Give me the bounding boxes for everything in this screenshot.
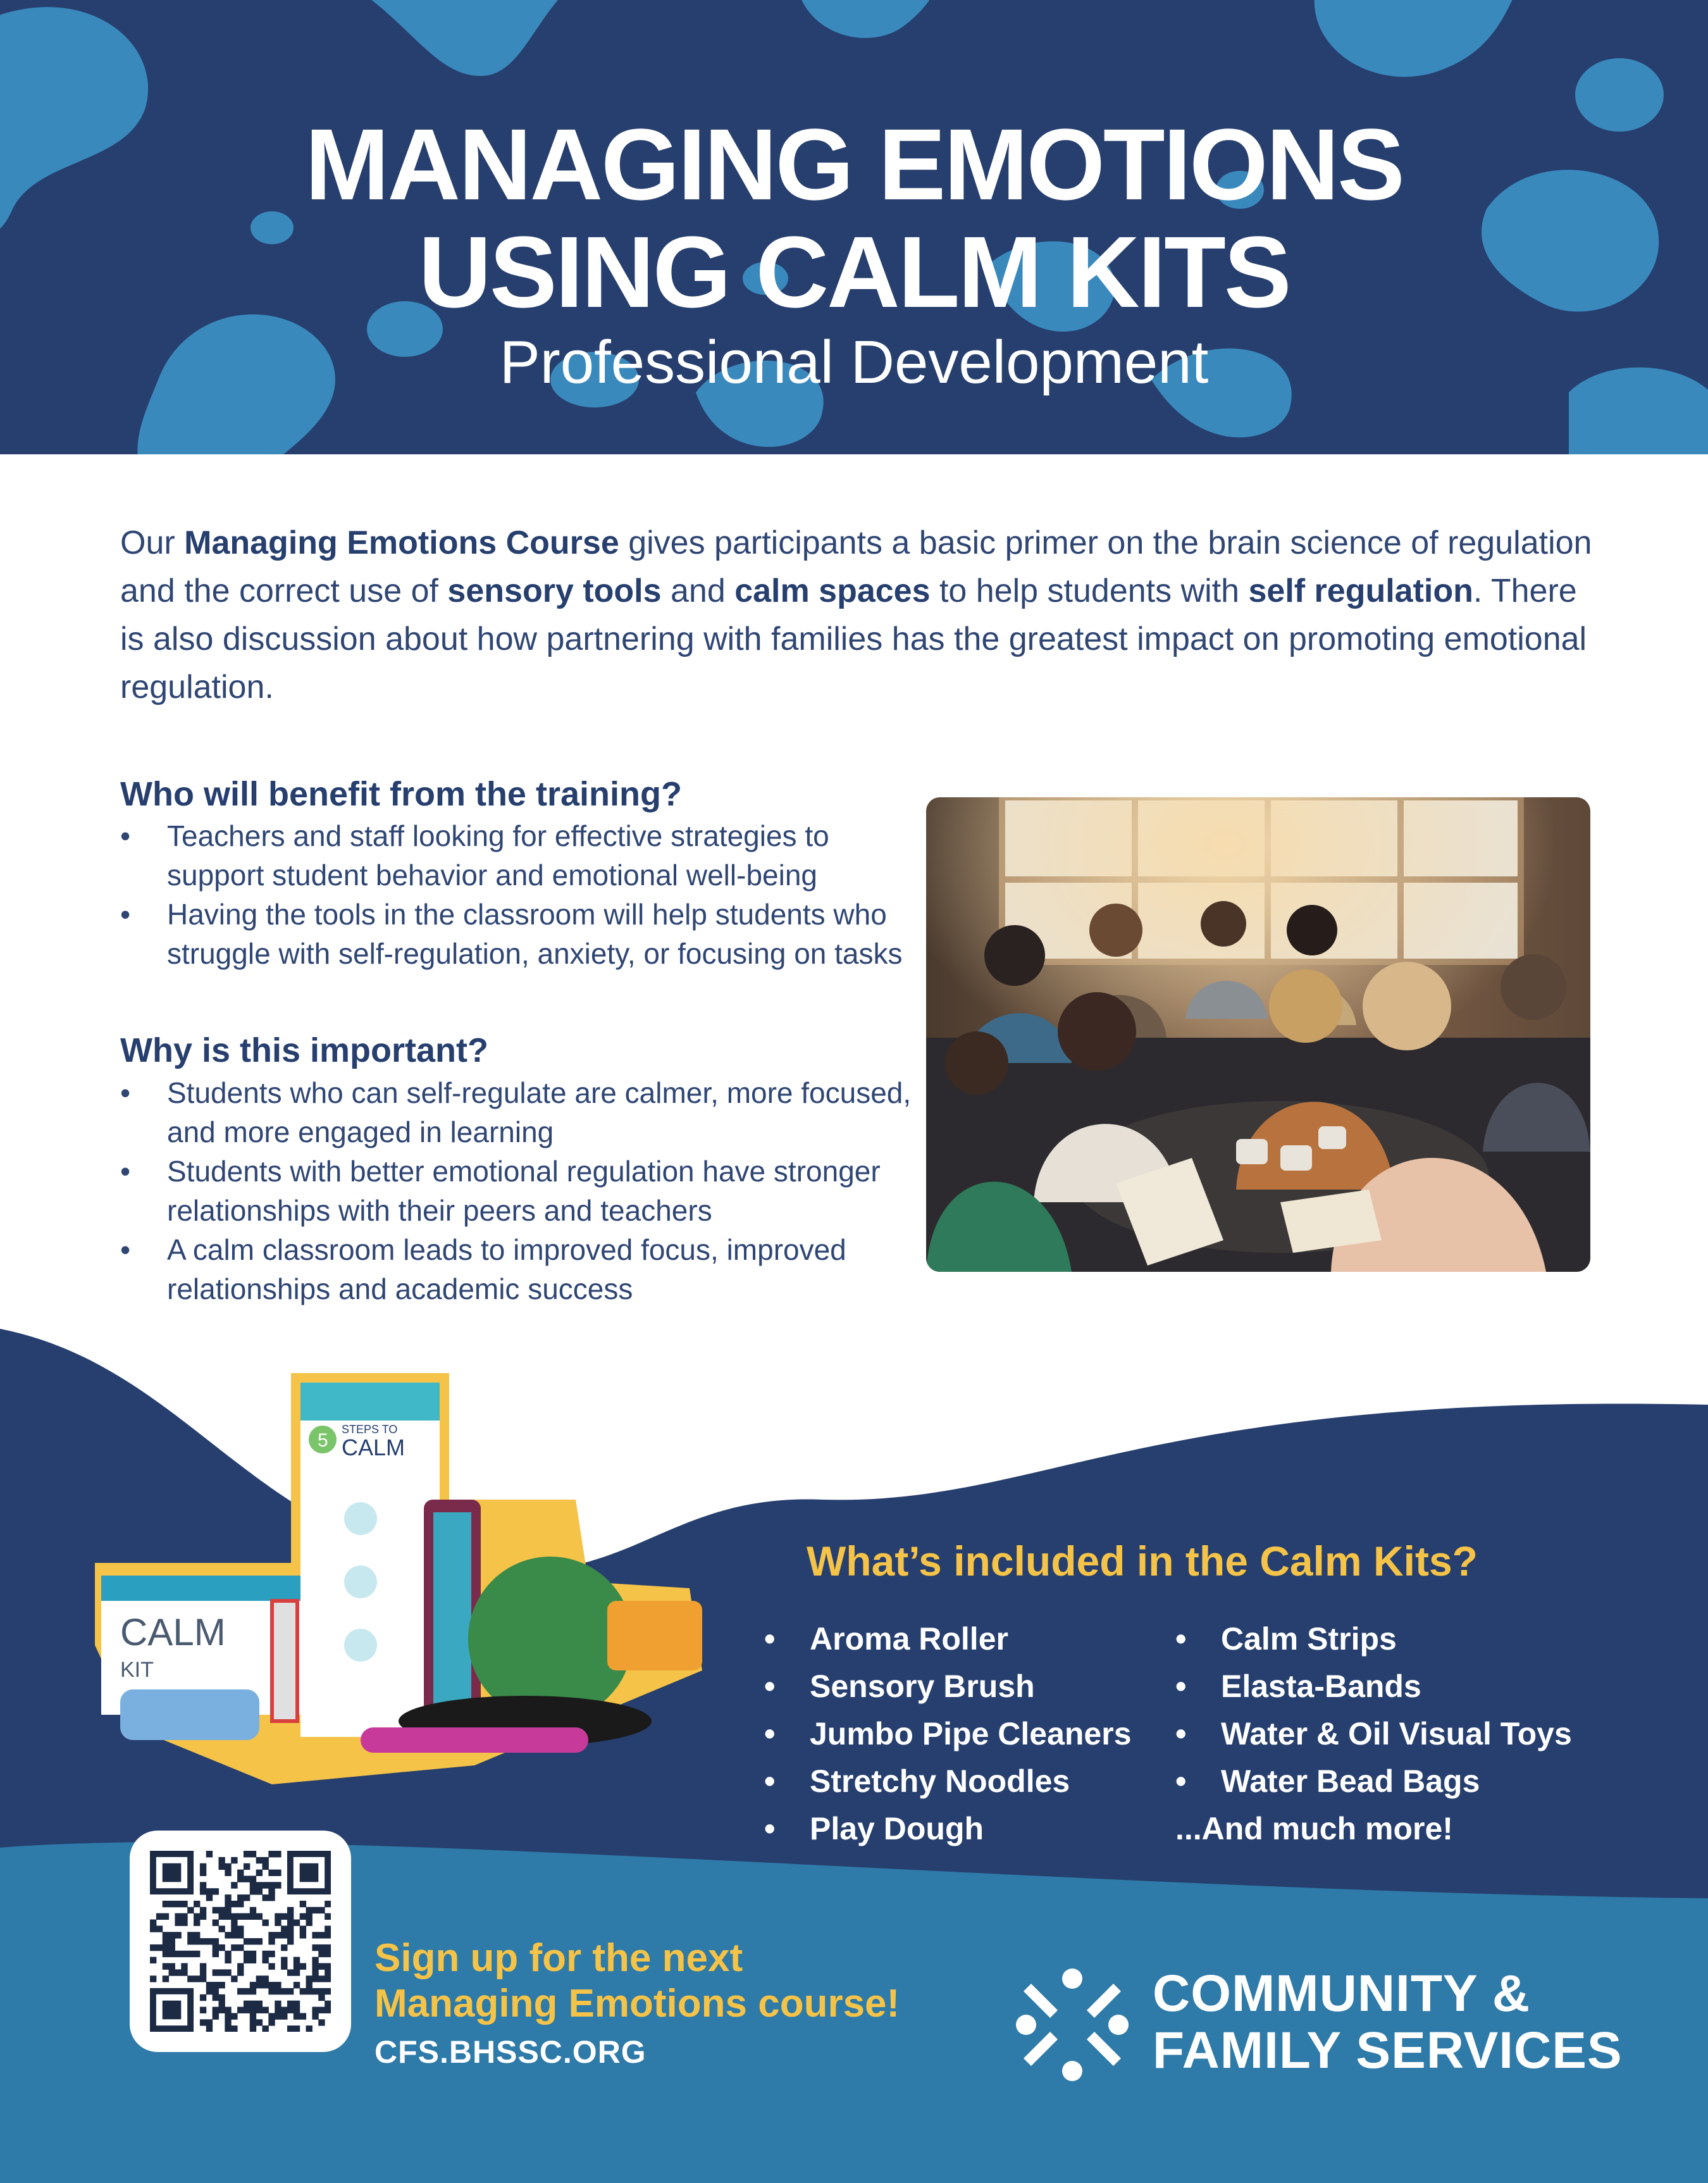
qr-code-frame[interactable] <box>130 1831 351 2052</box>
intro-bold-sensory-tools: sensory tools <box>447 573 662 609</box>
benefit-list <box>120 816 917 973</box>
importance-list <box>120 1073 917 1309</box>
title-line-2: USING CALM KITS <box>418 215 1290 328</box>
kit-box-label-2: KIT <box>120 1658 154 1682</box>
training-group-photo <box>926 797 1590 1272</box>
list-item: • Water Bead Bags <box>1175 1758 1572 1805</box>
intro-text: and <box>661 573 735 609</box>
qr-code-icon <box>150 1851 331 2032</box>
org-name-line-1: COMMUNITY & <box>1153 1965 1531 2022</box>
intro-paragraph <box>120 519 1594 711</box>
list-item: • Aroma Roller <box>764 1615 1132 1663</box>
cta-line-1: Sign up for the next <box>374 1936 743 1980</box>
kits-more-text: ...And much more! <box>1175 1811 1453 1846</box>
poster-label-2: CALM <box>342 1434 405 1460</box>
list-item: • Sensory Brush <box>764 1663 1132 1710</box>
header-banner <box>0 0 1708 454</box>
kits-list-right <box>1175 1615 1572 1805</box>
list-item: • Play Dough <box>764 1805 1132 1853</box>
list-item: • Calm Strips <box>1175 1615 1572 1663</box>
intro-bold-course: Managing Emotions Course <box>184 525 619 561</box>
org-name-line-2: FAMILY SERVICES <box>1153 2022 1623 2079</box>
list-item: • Students who can self-regulate are calmer, more focused, and more engaged in learning <box>120 1073 917 1152</box>
list-item: • Jumbo Pipe Cleaners <box>764 1710 1132 1758</box>
kits-heading: What’s included in the Calm Kits? <box>807 1538 1478 1584</box>
list-item: • Students with better emotional regulation have stronger relationships with their peers and teachers <box>120 1152 917 1230</box>
poster-number: 5 <box>318 1430 328 1451</box>
calm-kit-product-image <box>82 1373 715 1784</box>
cta-line-2: Managing Emotions course! <box>374 1982 900 2025</box>
list-item: • Stretchy Noodles <box>764 1758 1132 1805</box>
poster-label-1: STEPS TO <box>342 1423 398 1436</box>
subtitle: Professional Development <box>499 328 1209 396</box>
list-item: • A calm classroom leads to improved focus, improved relationships and academic success <box>120 1230 917 1309</box>
list-item: • Elasta-Bands <box>1175 1663 1572 1710</box>
importance-heading: Why is this important? <box>120 1031 489 1069</box>
list-item: • Teachers and staff looking for effective strategies to support student behavior and emotional well-being <box>120 816 917 895</box>
intro-text: to help students with <box>930 573 1249 609</box>
intro-text: . There is also discussion about how partnering with families has the greatest impact on promoting emotional regulation. <box>120 573 1587 706</box>
kits-list-left <box>764 1615 1132 1853</box>
list-item: • Having the tools in the classroom will help students who struggle with self-regulation, anxiety, or focusing on tasks <box>120 895 917 973</box>
intro-bold-calm-spaces: calm spaces <box>734 573 931 609</box>
intro-text: Our <box>120 525 185 561</box>
signup-url-link[interactable]: CFS.BHSSC.ORG <box>374 2034 647 2070</box>
intro-bold-self-regulation: self regulation <box>1248 573 1473 609</box>
intro-text: gives participants a basic primer on the brain science of regulation and the correct use of <box>120 525 1592 609</box>
kit-box-label-1: CALM <box>120 1611 226 1653</box>
benefit-heading: Who will benefit from the training? <box>120 775 682 813</box>
list-item: • Water & Oil Visual Toys <box>1175 1710 1572 1758</box>
title-line-1: MANAGING EMOTIONS <box>305 108 1403 221</box>
community-family-services-logo-icon <box>1012 1965 1132 2085</box>
